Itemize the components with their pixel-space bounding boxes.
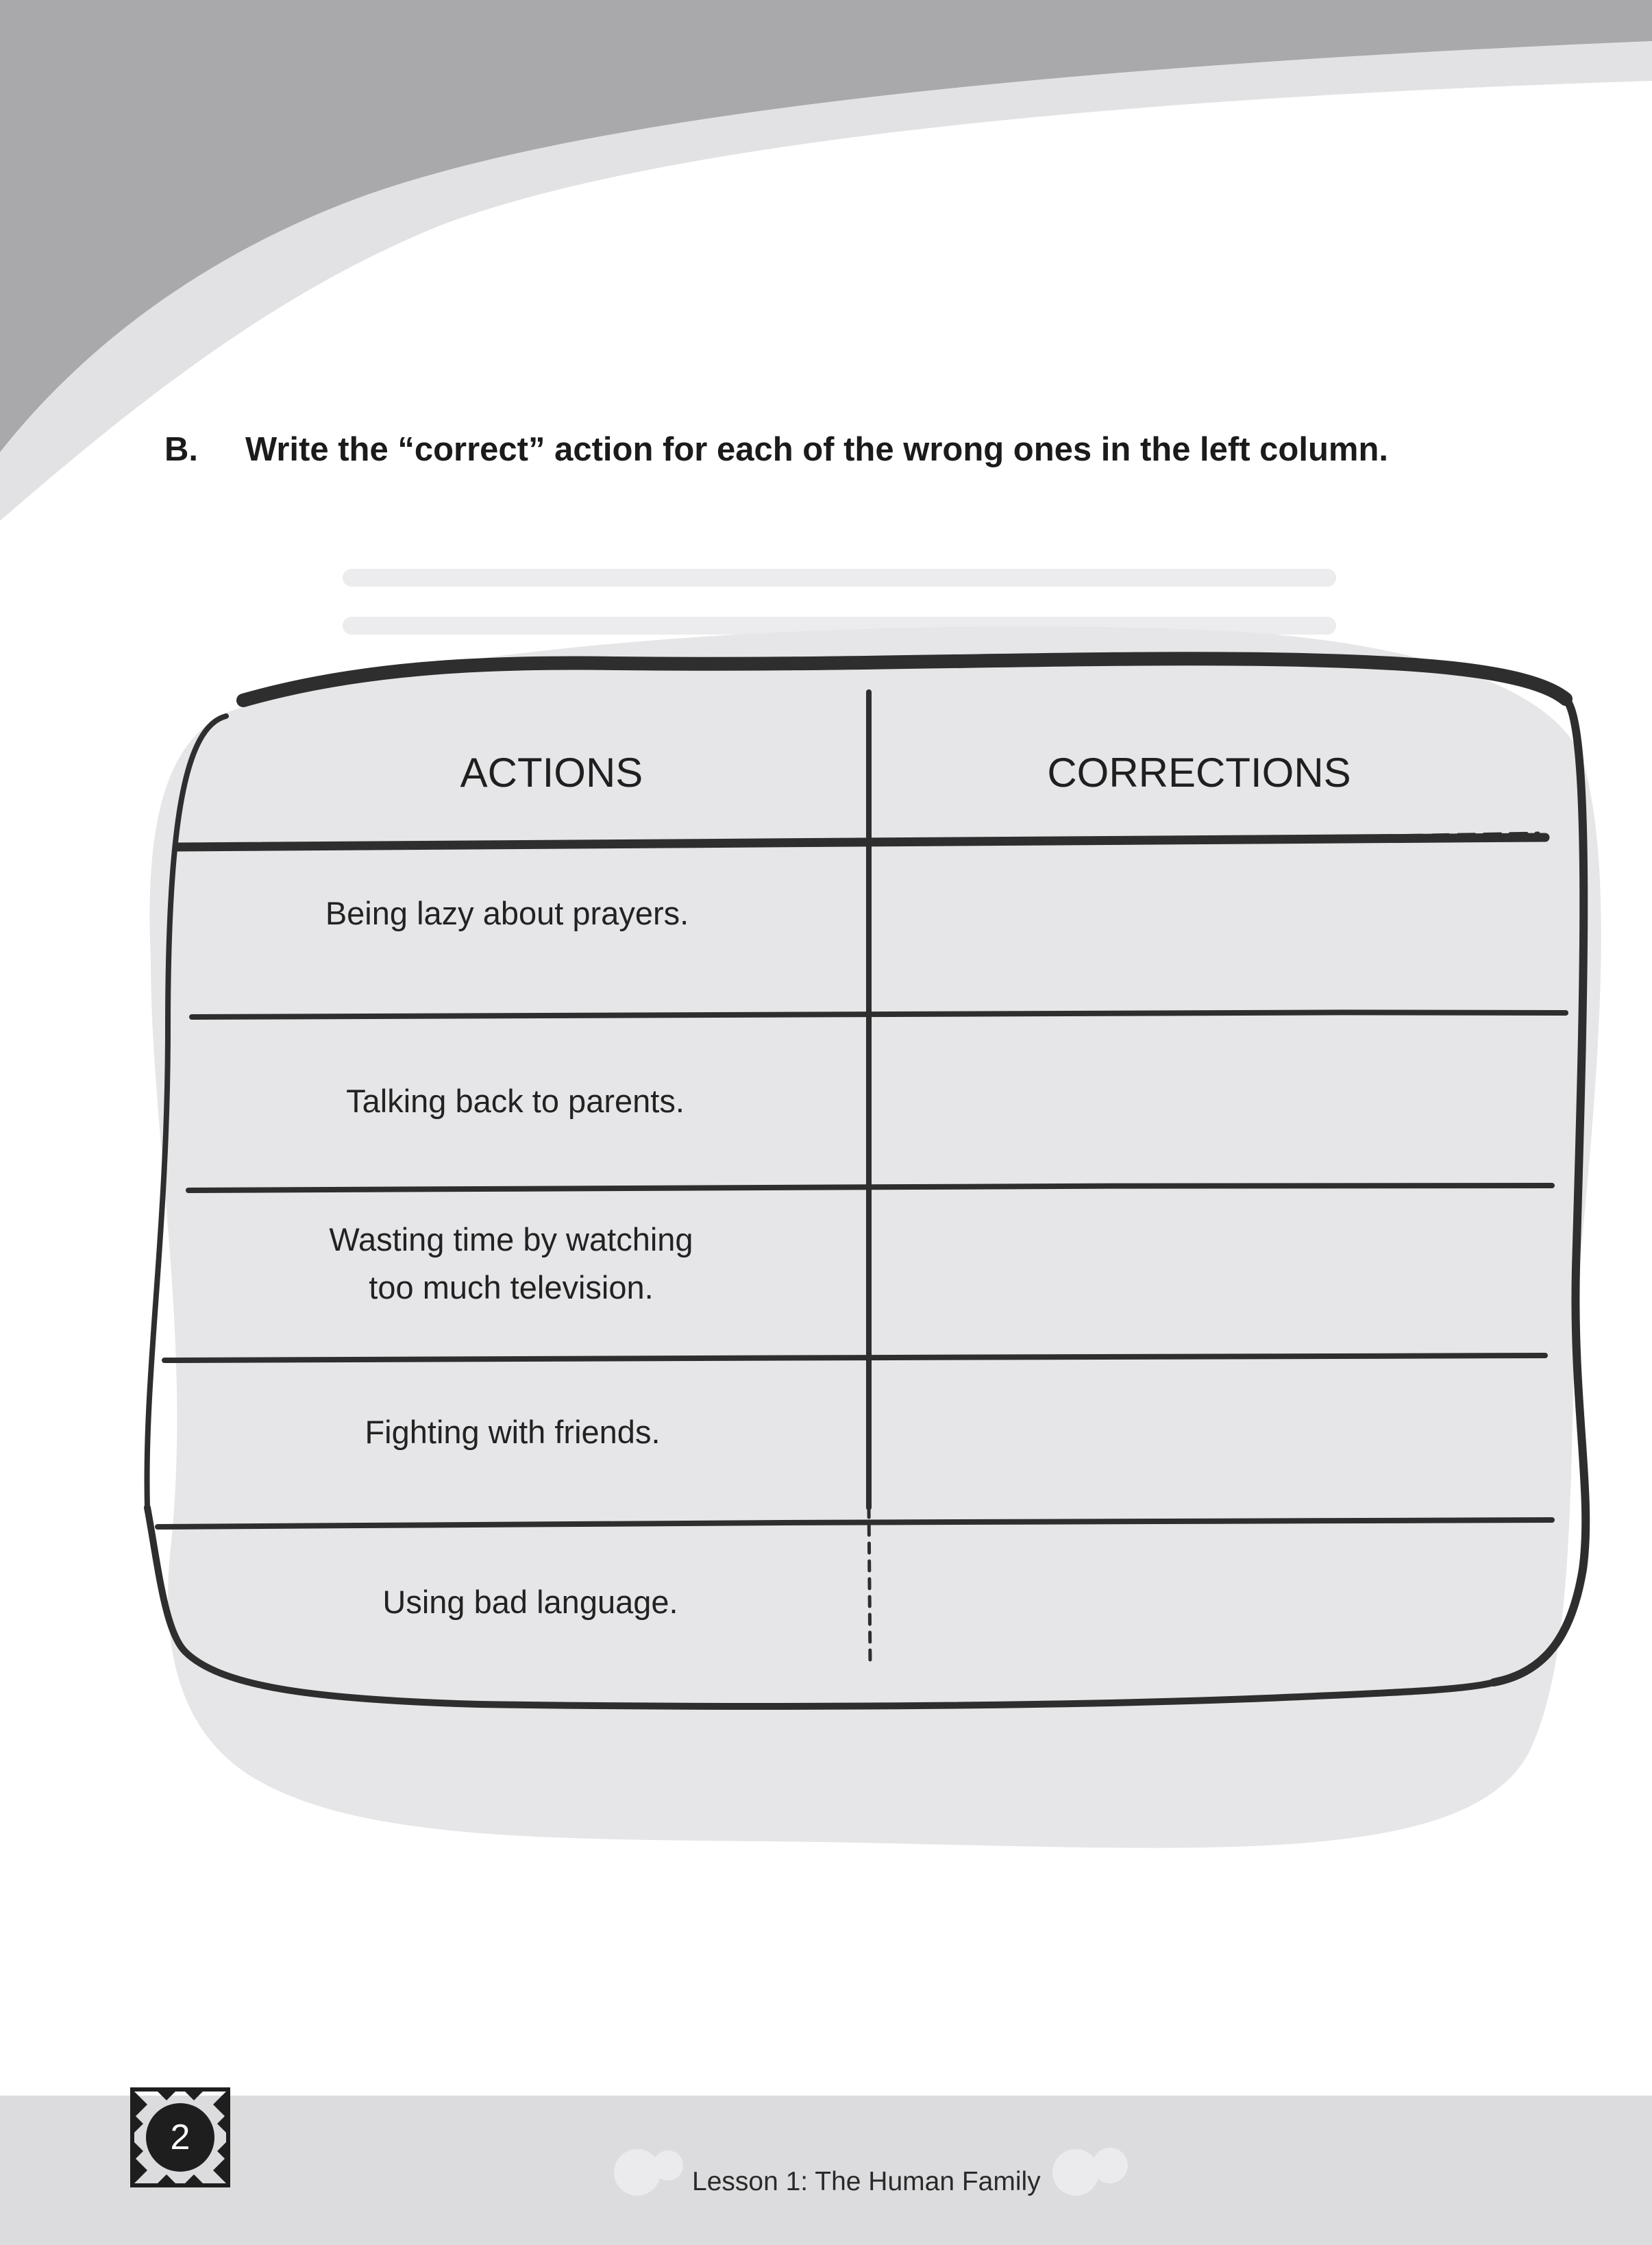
- correction-cell[interactable]: [884, 1535, 1405, 1672]
- action-cell: [247, 890, 767, 937]
- correction-cell[interactable]: [884, 1199, 1405, 1350]
- correction-cell[interactable]: [884, 857, 1405, 1007]
- correction-cell[interactable]: [884, 1028, 1405, 1179]
- exercise-instruction: [164, 430, 1388, 469]
- exercise-letter: B.: [164, 431, 198, 468]
- action-text: Using bad language.: [382, 1584, 678, 1620]
- lesson-title: Lesson 1: The Human Family: [692, 2167, 1041, 2196]
- column-header-actions: ACTIONS: [460, 750, 643, 796]
- correction-cell[interactable]: [884, 1367, 1405, 1514]
- column-header-corrections: CORRECTIONS: [1047, 750, 1351, 796]
- action-text: Being lazy about prayers.: [325, 895, 689, 931]
- action-text: Wasting time by watching: [329, 1221, 693, 1258]
- action-text: too much television.: [369, 1269, 654, 1305]
- page-number: 2: [170, 2118, 190, 2157]
- action-cell: [255, 1077, 776, 1125]
- action-text: Talking back to parents.: [346, 1083, 685, 1119]
- exercise-instruction-text: Write the “correct” action for each of the wrong ones in the left column.: [245, 431, 1389, 468]
- action-text: Fighting with friends.: [365, 1414, 661, 1450]
- action-cell: [251, 1216, 772, 1312]
- action-cell: [270, 1578, 791, 1626]
- action-cell: [252, 1408, 773, 1456]
